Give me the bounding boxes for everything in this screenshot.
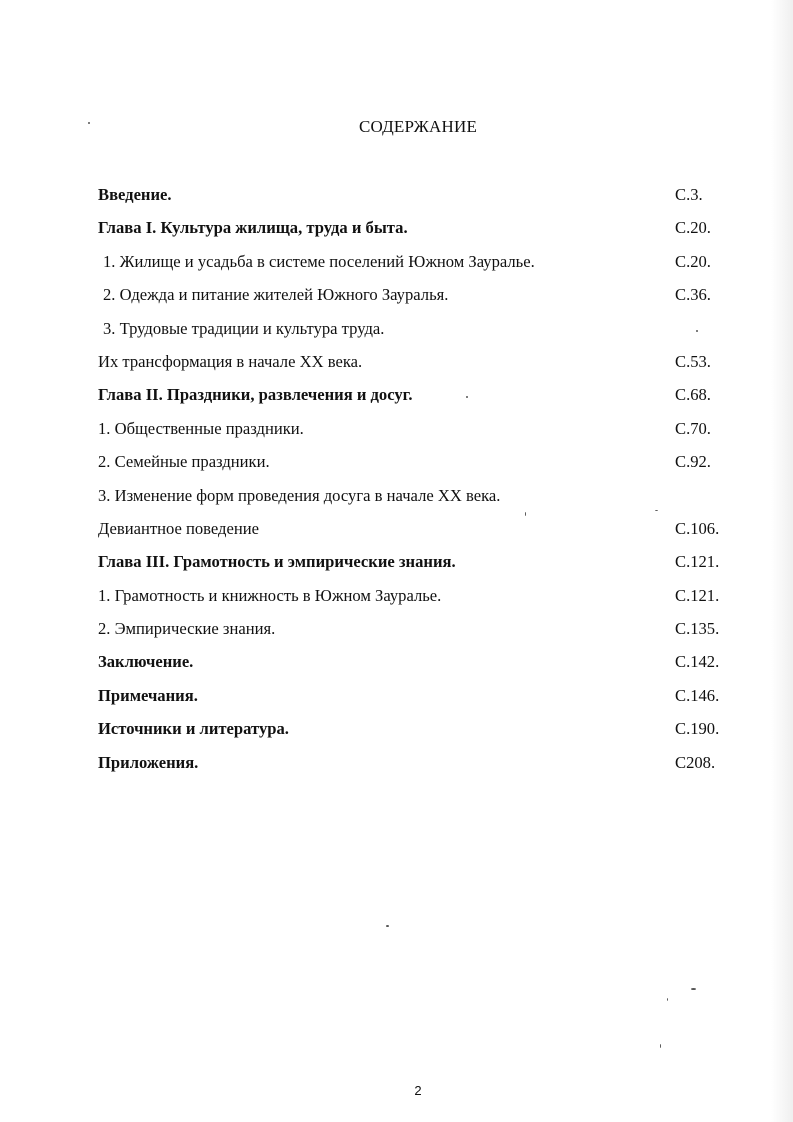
toc-entry-page: С.142. [675,652,720,672]
toc-entry-title: Введение. [98,185,172,204]
toc-entry [98,381,738,414]
toc-entry [98,582,738,615]
toc-entry-page: С.68. [675,385,711,405]
toc-entry-title: 3. Изменение форм проведения досуга в начале XX века. [98,485,501,505]
scan-speck [655,510,658,511]
toc-entry-page: С.36. [675,285,711,305]
toc-entry-title: Глава I. Культура жилища, труда и быта. [98,218,408,238]
toc-entry [98,615,738,648]
scan-speck [88,122,90,124]
toc-entry [98,248,738,281]
toc-entry-title: 2. Эмпирические знания. [98,619,276,639]
scan-speck [691,988,696,990]
table-of-contents [98,181,738,782]
toc-entry-page: С.190. [675,719,720,739]
toc-entry-page: С208. [675,752,716,772]
toc-entry [98,749,738,782]
toc-entry-title: Девиантное поведение [98,518,259,538]
scan-edge-shadow [771,0,793,1122]
toc-entry-title: 1. Жилище и усадьба в системе поселений Южном Зауралье. [103,251,535,271]
toc-entry [98,682,738,715]
toc-entry-page: С.92. [675,452,711,472]
toc-entry [98,515,738,548]
toc-entry-title: Их трансформация в начале XX века. [98,351,363,371]
toc-entry [98,415,738,448]
toc-entry-page: С.20. [675,218,711,238]
toc-entry [98,315,738,348]
toc-entry-page: С.3. [675,185,703,204]
toc-entry [98,548,738,581]
toc-entry [98,214,738,247]
toc-entry [98,281,738,314]
scan-speck [667,998,668,1001]
scan-speck [386,925,389,927]
toc-entry-title: Источники и литература. [98,719,289,739]
scan-speck [696,330,698,332]
toc-entry-title: 2. Одежда и питание жителей Южного Зауралья. [103,285,449,305]
toc-entry-page: С.53. [675,351,711,371]
toc-entry [98,181,738,214]
scan-speck [660,1044,661,1048]
toc-entry-page: С.20. [675,251,711,271]
toc-entry [98,448,738,481]
toc-entry [98,715,738,748]
toc-entry-title: 2. Семейные праздники. [98,452,270,472]
page-title: СОДЕРЖАНИЕ [358,117,478,136]
scan-speck [466,396,468,398]
scan-speck [525,512,526,516]
toc-entry-title: Глава II. Праздники, развлечения и досуг. [98,385,413,405]
toc-entry-title: Приложения. [98,752,199,772]
toc-entry-title: 3. Трудовые традиции и культура труда. [103,318,385,338]
toc-entry-title: Примечания. [98,685,198,705]
toc-entry-page: С.106. [675,518,720,538]
toc-entry-page: С.121. [675,585,720,605]
toc-entry-page: С.146. [675,685,720,705]
toc-entry-title: Глава III. Грамотность и эмпирические знания. [98,552,456,572]
page-number: 2 [414,1083,422,1098]
toc-entry-title: 1. Грамотность и книжность в Южном Зауралье. [98,585,442,605]
toc-entry-page: С.70. [675,418,711,438]
toc-entry-title: 1. Общественные праздники. [98,418,304,438]
toc-entry-title: Заключение. [98,652,194,672]
toc-entry-page: С.135. [675,619,720,639]
toc-entry [98,648,738,681]
toc-entry-page: С.121. [675,552,720,572]
toc-entry [98,482,738,515]
toc-entry [98,348,738,381]
